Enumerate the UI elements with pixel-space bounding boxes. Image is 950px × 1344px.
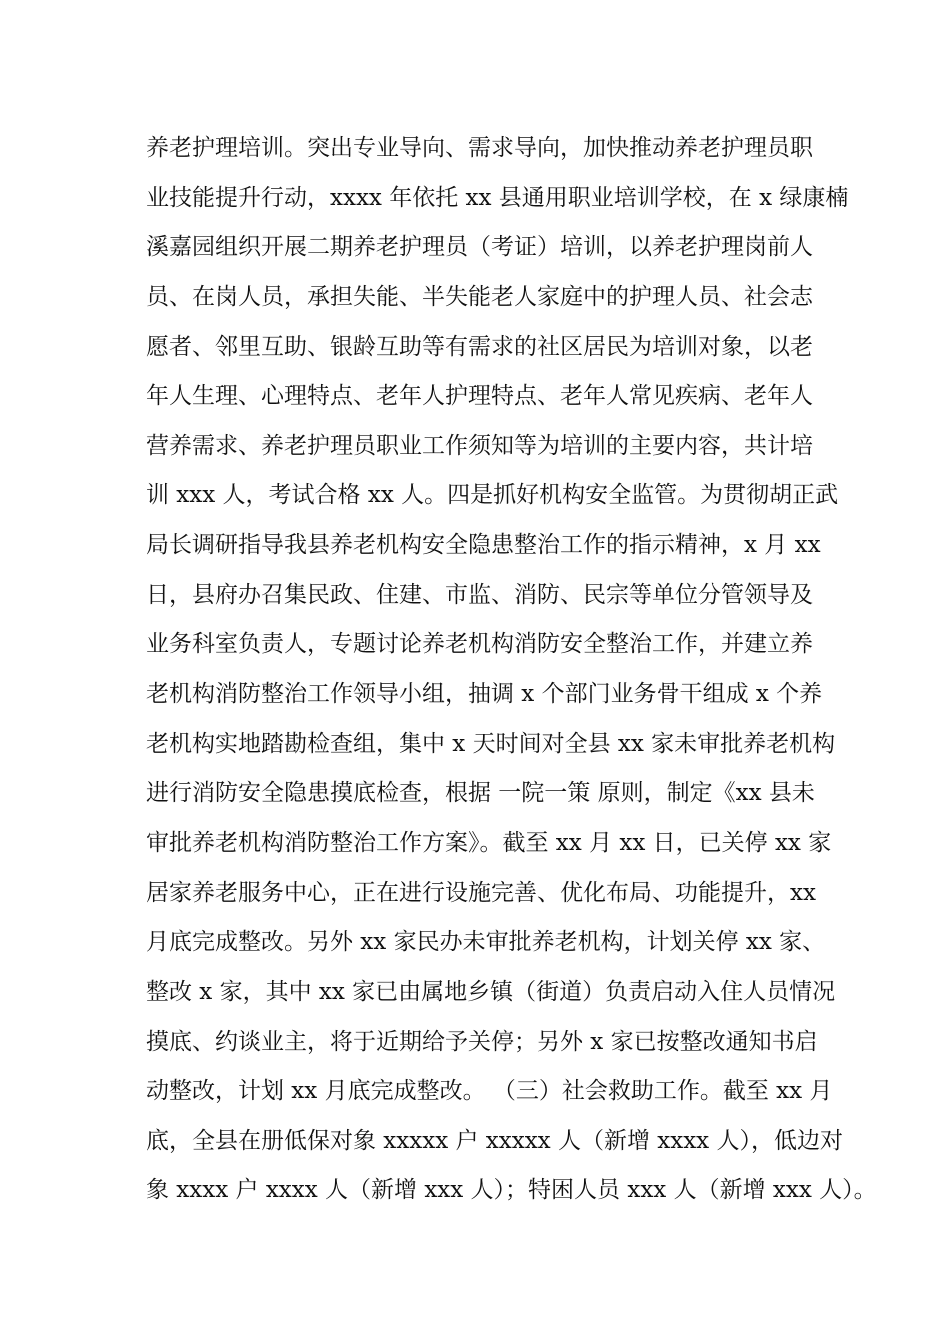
text-line-5: 愿者、邻里互助、银龄互助等有需求的社区居民为培训对象，以老 (146, 333, 813, 360)
text-line-3: 溪嘉园组织开展二期养老护理员（考证）培训，以养老护理岗前人 (146, 234, 813, 261)
text-line-21: 底，全县在册低保对象 xxxxx 户 xxxxx 人（新增 xxxx 人），低边对 (146, 1127, 843, 1154)
text-line-1: 养老护理培训。突出专业导向、需求导向，加快推动养老护理员职 (146, 135, 813, 161)
text-line-17: 月底完成整改。另外 xx 家民办未审批养老机构，计划关停 xx 家、 (146, 929, 826, 956)
text-line-11: 业务科室负责人，专题讨论养老机构消防安全整治工作，并建立养 (146, 631, 813, 658)
text-line-19: 摸底、约谈业主，将于近期给予关停；另外 x 家已按整改通知书启 (146, 1028, 818, 1055)
text-line-13: 老机构实地踏勘检查组，集中 x 天时间对全县 xx 家未审批养老机构 (146, 730, 836, 757)
text-line-20: 动整改，计划 xx 月底完成整改。 （三）社会救助工作。截至 xx 月 (146, 1078, 833, 1105)
text-line-8: 训 xxx 人，考试合格 xx 人。四是抓好机构安全监管。为贯彻胡正武 (146, 482, 839, 509)
text-line-7: 营养需求、养老护理员职业工作须知等为培训的主要内容，共计培 (146, 432, 813, 459)
body-text (146, 124, 877, 1216)
text-line-10: 日，县府办召集民政、住建、市监、消防、民宗等单位分管领导及 (146, 581, 813, 608)
text-line-2: 业技能提升行动，xxxx 年依托 xx 县通用职业培训学校，在 x 绿康楠 (146, 184, 849, 211)
text-line-6: 年人生理、心理特点、老年人护理特点、老年人常见疾病、老年人 (146, 383, 813, 410)
text-line-12: 老机构消防整治工作领导小组，抽调 x 个部门业务骨干组成 x 个养 (146, 681, 823, 708)
text-line-15: 审批养老机构消防整治工作方案》。截至 xx 月 xx 日，已关停 xx 家 (146, 829, 832, 856)
text-line-18: 整改 x 家，其中 xx 家已由属地乡镇（街道）负责启动入住人员情况 (146, 978, 836, 1005)
text-line-4: 员、在岗人员，承担失能、半失能老人家庭中的护理人员、社会志 (146, 283, 813, 310)
text-line-9: 局长调研指导我县养老机构安全隐患整治工作的指示精神，x 月 xx (146, 532, 821, 559)
text-line-16: 居家养老服务中心，正在进行设施完善、优化布局、功能提升，xx (146, 879, 816, 906)
text-line-14: 进行消防安全隐患摸底检查，根据 一院一策 原则，制定《xx 县未 (146, 780, 815, 807)
text-line-22: 象 xxxx 户 xxxx 人（新增 xxx 人）；特困人员 xxx 人（新增 xxx 人）。 (146, 1177, 877, 1204)
